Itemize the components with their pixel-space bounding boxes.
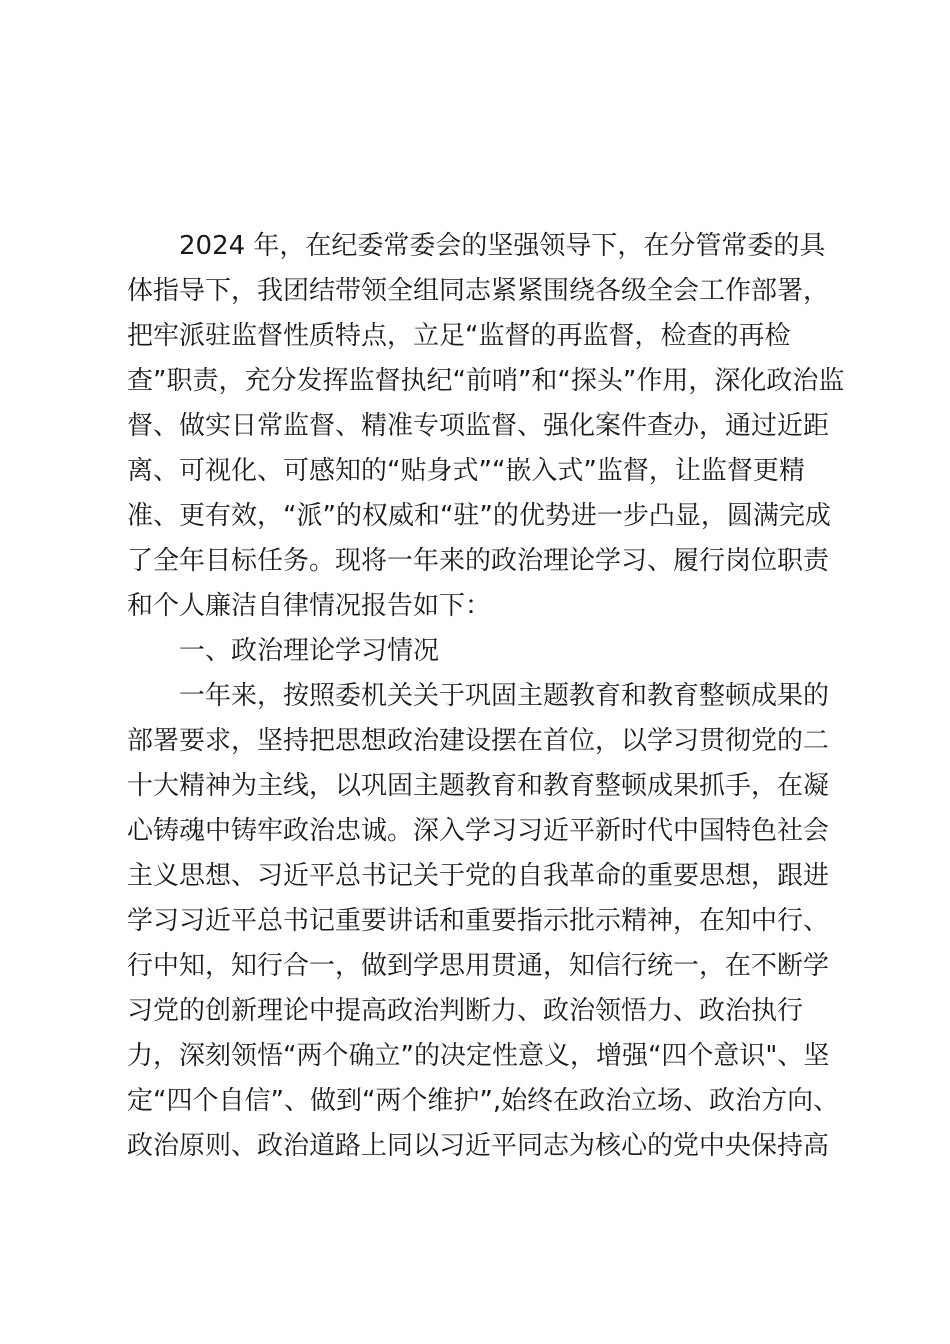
paragraph-2-line-9: 力，深刻领悟“两个确立”的决定性意义，增强“四个意识"、坚 [127, 1041, 830, 1071]
paragraph-1-line-2: 体指导下，我团结带领全组同志紧紧围绕各级全会工作部署， [127, 276, 830, 306]
document-body [127, 224, 845, 1169]
paragraph-1-line-8: 了全年目标任务。现将一年来的政治理论学习、履行岗位职责 [127, 546, 830, 576]
paragraph-2-line-10: 定“四个自信”、做到“两个维护”,始终在政治立场、政治方向、 [127, 1086, 840, 1116]
paragraph-2-line-4: 心铸魂中铸牢政治忠诚。深入学习习近平新时代中国特色社会 [127, 816, 830, 846]
paragraph-1-line-6: 离、可视化、可感知的“贴身式”“嵌入式”监督，让监督更精 [127, 456, 805, 486]
section-heading: 一、政治理论学习情况 [179, 636, 440, 666]
paragraph-1-line-3: 把牢派驻监督性质特点，立足“监督的再监督，检查的再检 [127, 321, 791, 351]
paragraph-2-line-11: 政治原则、政治道路上同以习近平同志为核心的党中央保持高 [127, 1131, 830, 1161]
paragraph-2-line-5: 主义思想、习近平总书记关于党的自我革命的重要思想，跟进 [127, 861, 830, 891]
paragraph-2-line-1: 一年来，按照委机关关于巩固主题教育和教育整顿成果的 [179, 681, 830, 711]
paragraph-1-line-9: 和个人廉洁自律情况报告如下： [127, 591, 492, 621]
paragraph-1-line-1: 2024 年，在纪委常委会的坚强领导下，在分管常委的具 [179, 231, 826, 261]
paragraph-2-line-3: 十大精神为主线，以巩固主题教育和教育整顿成果抓手，在凝 [127, 771, 830, 801]
paragraph-2-line-7: 行中知，知行合一，做到学思用贯通，知信行统一，在不断学 [127, 951, 830, 981]
paragraph-1-line-4: 查”职责，充分发挥监督执纪“前哨”和“探头”作用，深化政治监 [127, 366, 845, 396]
paragraph-2-line-8: 习党的创新理论中提高政治判断力、政治领悟力、政治执行 [127, 996, 804, 1026]
paragraph-1-line-5: 督、做实日常监督、精准专项监督、强化案件查办，通过近距 [127, 411, 830, 441]
paragraph-1-line-7: 准、更有效，“派”的权威和“驻”的优势进一步凸显，圆满完成 [127, 501, 831, 531]
paragraph-2-line-2: 部署要求，坚持把思想政治建设摆在首位，以学习贯彻党的二 [127, 726, 830, 756]
paragraph-2-line-6: 学习习近平总书记重要讲话和重要指示批示精神，在知中行、 [127, 906, 830, 936]
